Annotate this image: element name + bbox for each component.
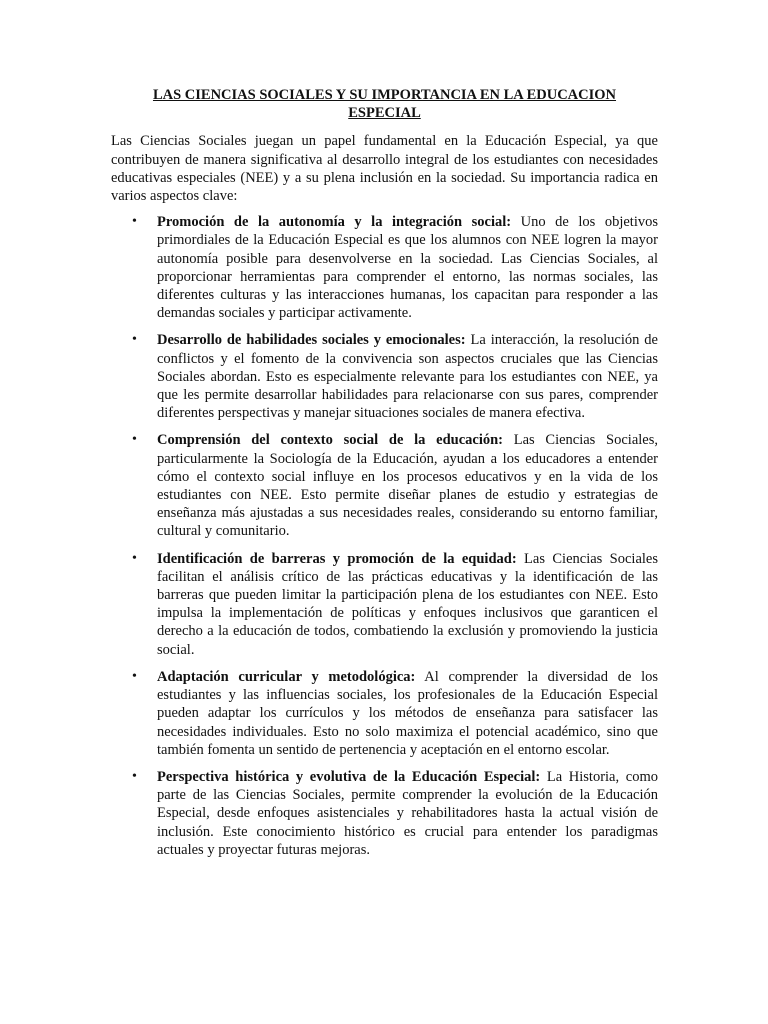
item-heading: Desarrollo de habilidades sociales y emocionales: (157, 332, 466, 349)
list-item (111, 431, 658, 540)
list-item (111, 550, 658, 659)
item-text: La interacción, la resolución de conflictos y el fomento de la convivencia son aspectos cruciales que las Ciencias Sociales abordan. Esto es especialmente relevante para los estudiantes con NEE, ya que les permite desarrollar habilidades para relacionarse con sus pares, comprender diferentes perspectivas y manejar situaciones sociales de manera efectiva. (157, 332, 658, 422)
item-heading: Promoción de la autonomía y la integración social: (157, 214, 512, 231)
bullet-icon: • (132, 768, 137, 784)
document-title: LAS CIENCIAS SOCIALES Y SU IMPORTANCIA EN LA EDUCACION ESPECIAL (152, 87, 617, 122)
aspects-list (111, 213, 658, 859)
item-text: La Historia, como parte de las Ciencias Sociales, permite comprender la evolución de la Educación Especial, desde enfoques asistenciales y rehabilitadores hasta la actual visión de inclusión. Este conocimiento histórico es crucial para entender los paradigmas actuales y proyectar futuras mejoras. (157, 768, 658, 858)
document-body (111, 86, 658, 868)
list-item (111, 668, 658, 759)
item-text: Al comprender la diversidad de los estudiantes y las influencias sociales, los profesionales de la Educación Especial pueden adaptar los currículos y los métodos de enseñanza para satisfacer las necesidades individuales. Esto no solo maximiza el potencial académico, sino que también fomenta un sentido de pertenencia y aceptación en el entorno escolar. (157, 668, 658, 758)
item-text: Las Ciencias Sociales, particularmente la Sociología de la Educación, ayudan a los educadores a entender cómo el contexto social influye en los procesos educativos y en la vida de los estudiantes con NEE. Esto permite diseñar planes de estudio y estrategias de enseñanza más ajustadas a sus necesidades reales, considerando su entorno familiar, cultural y comunitario. (157, 432, 658, 540)
bullet-icon: • (132, 214, 137, 230)
item-text: Las Ciencias Sociales facilitan el análisis crítico de las prácticas educativas y la identificación de las barreras que pueden limitar la participación plena de los estudiantes con NEE. Esto impulsa la implementación de políticas y enfoques inclusivos que garanticen el derecho a la educación de todos, combatiendo la exclusión y promoviendo la justicia social. (157, 550, 659, 658)
intro-paragraph: Las Ciencias Sociales juegan un papel fundamental en la Educación Especial, ya que contribuyen de manera significativa al desarrollo integral de los estudiantes con necesidades educativas especiales (NEE) y a su plena inclusión en la sociedad. Su importancia radica en varios aspectos clave: (111, 133, 658, 205)
item-heading: Adaptación curricular y metodológica: (157, 668, 416, 685)
list-item (111, 331, 658, 422)
list-item (111, 213, 658, 322)
item-heading: Comprensión del contexto social de la educación: (157, 432, 504, 449)
bullet-icon: • (132, 332, 137, 348)
list-item (111, 768, 658, 859)
bullet-icon: • (132, 432, 137, 448)
item-heading: Identificación de barreras y promoción de la equidad: (157, 550, 517, 567)
item-heading: Perspectiva histórica y evolutiva de la Educación Especial: (157, 768, 541, 785)
bullet-icon: • (132, 668, 137, 684)
bullet-icon: • (132, 550, 137, 566)
item-text: Uno de los objetivos primordiales de la Educación Especial es que los alumnos con NEE logren la mayor autonomía posible para desenvolverse en la sociedad. Las Ciencias Sociales, al proporcionar herramientas para comprender el entorno, las normas sociales, las diferentes culturas y las interacciones humanas, los capacitan para responder a las demandas sociales y participar activamente. (157, 214, 659, 322)
